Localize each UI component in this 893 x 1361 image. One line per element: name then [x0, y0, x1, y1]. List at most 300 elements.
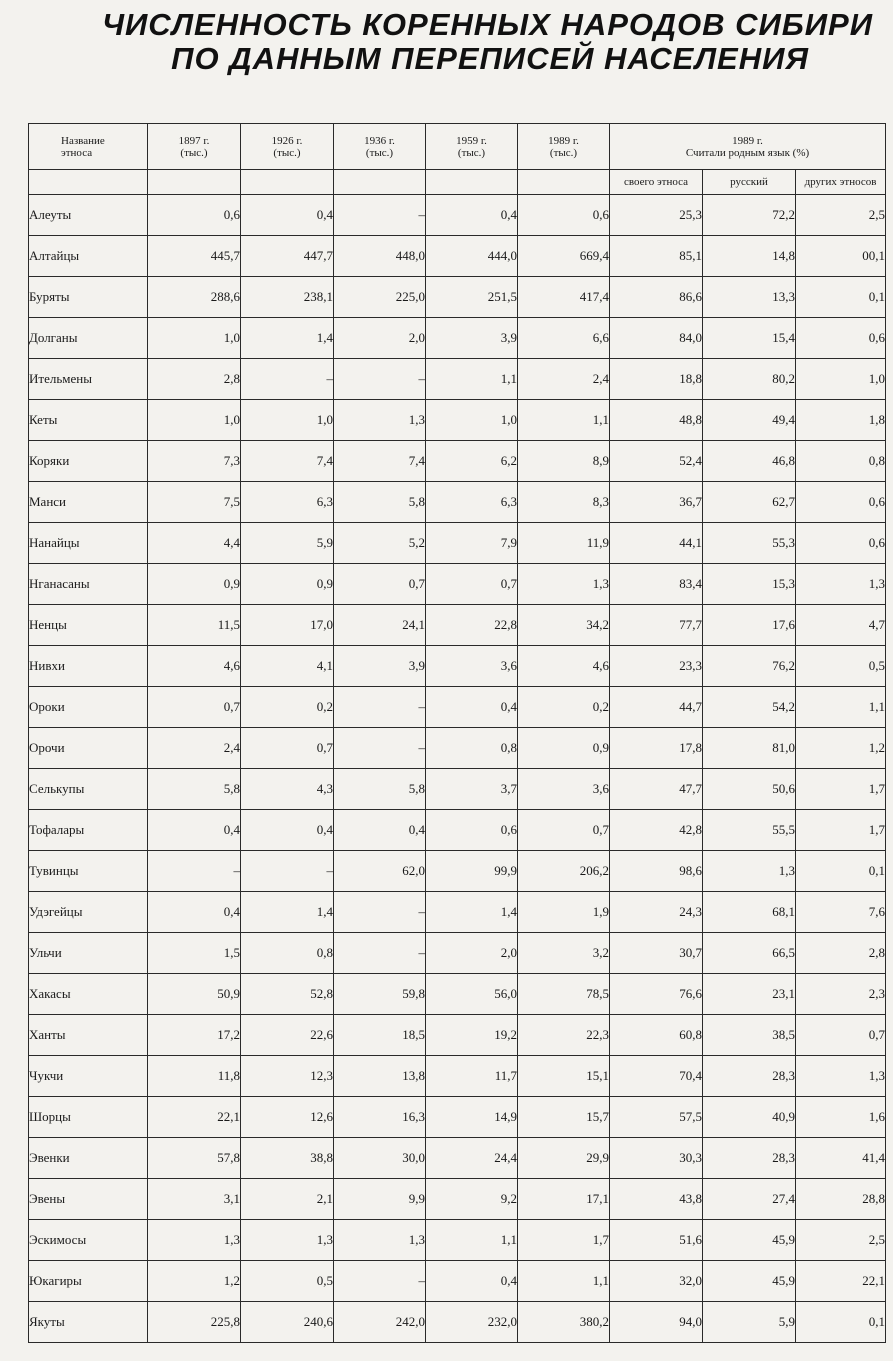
cell-pop-1959: 14,9: [426, 1097, 518, 1138]
table-row: [29, 892, 886, 933]
cell-lang-own: 51,6: [610, 1220, 703, 1261]
cell-lang-own: 43,8: [610, 1179, 703, 1220]
cell-pop-1936: 13,8: [334, 1056, 426, 1097]
cell-pop-1926: 0,5: [241, 1261, 334, 1302]
table-row: [29, 277, 886, 318]
cell-pop-1897: 17,2: [148, 1015, 241, 1056]
cell-pop-1989: 380,2: [518, 1302, 610, 1343]
cell-lang-russian: 40,9: [703, 1097, 796, 1138]
cell-lang-russian: 66,5: [703, 933, 796, 974]
table-row: [29, 195, 886, 236]
cell-pop-1936: –: [334, 933, 426, 974]
cell-lang-other: 41,4: [796, 1138, 886, 1179]
cell-pop-1989: 417,4: [518, 277, 610, 318]
cell-lang-own: 94,0: [610, 1302, 703, 1343]
cell-pop-1989: 15,1: [518, 1056, 610, 1097]
header-row-1: [29, 124, 886, 170]
cell-pop-1959: 1,1: [426, 359, 518, 400]
cell-pop-1926: 6,3: [241, 482, 334, 523]
cell-lang-russian: 49,4: [703, 400, 796, 441]
cell-lang-other: 2,5: [796, 195, 886, 236]
table-row: [29, 1302, 886, 1343]
cell-pop-1936: 225,0: [334, 277, 426, 318]
lang-year: 1989 г.: [732, 134, 763, 147]
table-row: [29, 933, 886, 974]
cell-pop-1936: 2,0: [334, 318, 426, 359]
cell-pop-1959: 56,0: [426, 974, 518, 1015]
cell-ethnos-name: Алеуты: [29, 195, 148, 236]
cell-lang-own: 77,7: [610, 605, 703, 646]
cell-lang-other: 2,5: [796, 1220, 886, 1261]
cell-pop-1989: 4,6: [518, 646, 610, 687]
cell-pop-1897: 0,7: [148, 687, 241, 728]
cell-ethnos-name: Нивхи: [29, 646, 148, 687]
cell-pop-1989: 0,7: [518, 810, 610, 851]
header-lang-own: своего этноса: [610, 170, 703, 195]
cell-pop-1959: 1,0: [426, 400, 518, 441]
cell-pop-1989: 669,4: [518, 236, 610, 277]
header-lang-russian: русский: [703, 170, 796, 195]
cell-pop-1897: 2,4: [148, 728, 241, 769]
cell-pop-1897: 1,2: [148, 1261, 241, 1302]
cell-lang-russian: 55,5: [703, 810, 796, 851]
cell-pop-1897: 11,5: [148, 605, 241, 646]
cell-lang-own: 42,8: [610, 810, 703, 851]
cell-lang-other: 28,8: [796, 1179, 886, 1220]
cell-lang-russian: 5,9: [703, 1302, 796, 1343]
year-label: 1926 г.: [271, 134, 303, 147]
cell-lang-russian: 81,0: [703, 728, 796, 769]
cell-pop-1959: 1,1: [426, 1220, 518, 1261]
cell-pop-1897: 4,4: [148, 523, 241, 564]
cell-lang-own: 98,6: [610, 851, 703, 892]
cell-pop-1897: 0,9: [148, 564, 241, 605]
cell-lang-other: 0,1: [796, 277, 886, 318]
header-empty-cell: [334, 170, 426, 195]
cell-pop-1989: 1,9: [518, 892, 610, 933]
cell-pop-1926: 0,9: [241, 564, 334, 605]
cell-pop-1959: 22,8: [426, 605, 518, 646]
table-row: [29, 605, 886, 646]
unit-label: (тыс.): [180, 146, 208, 159]
title-line-1: ЧИСЛЕННОСТЬ КОРЕННЫХ НАРОДОВ СИБИРИ: [102, 7, 873, 42]
cell-pop-1989: 3,6: [518, 769, 610, 810]
cell-pop-1926: 17,0: [241, 605, 334, 646]
cell-pop-1926: 22,6: [241, 1015, 334, 1056]
cell-pop-1897: 445,7: [148, 236, 241, 277]
cell-lang-russian: 45,9: [703, 1220, 796, 1261]
header-native-language: [610, 124, 886, 170]
cell-lang-own: 17,8: [610, 728, 703, 769]
cell-lang-own: 32,0: [610, 1261, 703, 1302]
cell-pop-1897: 288,6: [148, 277, 241, 318]
cell-pop-1959: 0,4: [426, 687, 518, 728]
cell-pop-1926: 0,8: [241, 933, 334, 974]
header-empty-cell: [518, 170, 610, 195]
cell-pop-1926: 2,1: [241, 1179, 334, 1220]
table-row: [29, 564, 886, 605]
cell-lang-other: 0,5: [796, 646, 886, 687]
table-row: [29, 1138, 886, 1179]
cell-pop-1959: 3,6: [426, 646, 518, 687]
cell-lang-other: 0,7: [796, 1015, 886, 1056]
table-row: [29, 810, 886, 851]
table-row: [29, 728, 886, 769]
cell-pop-1926: 0,4: [241, 195, 334, 236]
cell-ethnos-name: Эвенки: [29, 1138, 148, 1179]
cell-pop-1926: 1,4: [241, 318, 334, 359]
cell-lang-own: 83,4: [610, 564, 703, 605]
page-title: [0, 8, 873, 76]
cell-pop-1936: 448,0: [334, 236, 426, 277]
cell-lang-russian: 28,3: [703, 1138, 796, 1179]
cell-pop-1959: 232,0: [426, 1302, 518, 1343]
cell-ethnos-name: Долганы: [29, 318, 148, 359]
cell-ethnos-name: Коряки: [29, 441, 148, 482]
table-row: [29, 974, 886, 1015]
cell-ethnos-name: Ороки: [29, 687, 148, 728]
cell-lang-other: 1,7: [796, 769, 886, 810]
cell-pop-1897: 50,9: [148, 974, 241, 1015]
cell-pop-1926: –: [241, 851, 334, 892]
cell-pop-1959: 2,0: [426, 933, 518, 974]
cell-pop-1989: 8,3: [518, 482, 610, 523]
cell-lang-russian: 50,6: [703, 769, 796, 810]
cell-pop-1959: 1,4: [426, 892, 518, 933]
cell-lang-other: 00,1: [796, 236, 886, 277]
cell-pop-1897: 3,1: [148, 1179, 241, 1220]
cell-lang-own: 84,0: [610, 318, 703, 359]
cell-pop-1897: 11,8: [148, 1056, 241, 1097]
cell-pop-1989: 0,6: [518, 195, 610, 236]
cell-pop-1959: 7,9: [426, 523, 518, 564]
cell-ethnos-name: Шорцы: [29, 1097, 148, 1138]
cell-lang-own: 44,7: [610, 687, 703, 728]
cell-pop-1897: 7,3: [148, 441, 241, 482]
cell-pop-1926: 1,4: [241, 892, 334, 933]
cell-pop-1989: 17,1: [518, 1179, 610, 1220]
cell-pop-1936: –: [334, 1261, 426, 1302]
cell-lang-other: 0,6: [796, 523, 886, 564]
cell-pop-1936: –: [334, 892, 426, 933]
cell-pop-1989: 78,5: [518, 974, 610, 1015]
header-ethnos-name: [29, 124, 148, 170]
cell-pop-1936: 18,5: [334, 1015, 426, 1056]
cell-pop-1897: 225,8: [148, 1302, 241, 1343]
cell-lang-russian: 72,2: [703, 195, 796, 236]
cell-lang-other: 0,6: [796, 318, 886, 359]
year-label: 1959 г.: [456, 134, 487, 147]
cell-ethnos-name: Нанайцы: [29, 523, 148, 564]
cell-pop-1926: 447,7: [241, 236, 334, 277]
cell-lang-other: 0,6: [796, 482, 886, 523]
cell-pop-1936: 5,8: [334, 482, 426, 523]
unit-label: (тыс.): [549, 146, 578, 159]
header-empty-cell: [29, 170, 148, 195]
cell-pop-1936: 59,8: [334, 974, 426, 1015]
cell-pop-1989: 1,7: [518, 1220, 610, 1261]
cell-pop-1897: 1,5: [148, 933, 241, 974]
table-row: [29, 523, 886, 564]
census-table: [28, 123, 886, 1343]
cell-pop-1897: 0,4: [148, 892, 241, 933]
cell-pop-1897: 1,0: [148, 318, 241, 359]
table-row: [29, 400, 886, 441]
cell-pop-1926: 38,8: [241, 1138, 334, 1179]
cell-pop-1897: 2,8: [148, 359, 241, 400]
cell-ethnos-name: Хакасы: [29, 974, 148, 1015]
cell-pop-1959: 3,7: [426, 769, 518, 810]
header-year-1989: [518, 124, 610, 170]
cell-pop-1926: 0,2: [241, 687, 334, 728]
cell-ethnos-name: Чукчи: [29, 1056, 148, 1097]
table-body: [29, 195, 886, 1343]
cell-lang-own: 24,3: [610, 892, 703, 933]
cell-pop-1936: –: [334, 687, 426, 728]
cell-lang-russian: 45,9: [703, 1261, 796, 1302]
cell-pop-1897: 22,1: [148, 1097, 241, 1138]
cell-lang-own: 76,6: [610, 974, 703, 1015]
header-year-1897: [148, 124, 241, 170]
table-row: [29, 769, 886, 810]
cell-pop-1989: 29,9: [518, 1138, 610, 1179]
cell-lang-russian: 17,6: [703, 605, 796, 646]
cell-lang-own: 25,3: [610, 195, 703, 236]
cell-lang-russian: 14,8: [703, 236, 796, 277]
cell-ethnos-name: Орочи: [29, 728, 148, 769]
table-row: [29, 1097, 886, 1138]
cell-lang-own: 47,7: [610, 769, 703, 810]
cell-pop-1936: 9,9: [334, 1179, 426, 1220]
cell-pop-1936: 1,3: [334, 1220, 426, 1261]
cell-lang-own: 70,4: [610, 1056, 703, 1097]
cell-pop-1926: 238,1: [241, 277, 334, 318]
cell-lang-own: 36,7: [610, 482, 703, 523]
cell-lang-own: 18,8: [610, 359, 703, 400]
cell-ethnos-name: Ненцы: [29, 605, 148, 646]
cell-pop-1897: 1,0: [148, 400, 241, 441]
cell-lang-other: 1,0: [796, 359, 886, 400]
cell-pop-1926: 12,6: [241, 1097, 334, 1138]
cell-pop-1936: 0,7: [334, 564, 426, 605]
cell-lang-russian: 15,4: [703, 318, 796, 359]
cell-lang-own: 44,1: [610, 523, 703, 564]
cell-pop-1926: 7,4: [241, 441, 334, 482]
cell-ethnos-name: Эскимосы: [29, 1220, 148, 1261]
cell-pop-1936: –: [334, 195, 426, 236]
cell-lang-russian: 46,8: [703, 441, 796, 482]
cell-pop-1897: 1,3: [148, 1220, 241, 1261]
cell-lang-russian: 55,3: [703, 523, 796, 564]
cell-pop-1936: 5,2: [334, 523, 426, 564]
cell-ethnos-name: Юкагиры: [29, 1261, 148, 1302]
cell-pop-1897: 0,6: [148, 195, 241, 236]
cell-pop-1959: 3,9: [426, 318, 518, 359]
cell-lang-russian: 68,1: [703, 892, 796, 933]
cell-pop-1936: 16,3: [334, 1097, 426, 1138]
cell-pop-1897: 57,8: [148, 1138, 241, 1179]
cell-ethnos-name: Манси: [29, 482, 148, 523]
cell-pop-1959: 99,9: [426, 851, 518, 892]
cell-pop-1936: 3,9: [334, 646, 426, 687]
unit-label: (тыс.): [457, 146, 486, 159]
cell-pop-1959: 0,6: [426, 810, 518, 851]
cell-lang-own: 30,7: [610, 933, 703, 974]
cell-lang-other: 1,2: [796, 728, 886, 769]
cell-pop-1959: 0,8: [426, 728, 518, 769]
table-row: [29, 441, 886, 482]
cell-pop-1926: 1,3: [241, 1220, 334, 1261]
cell-pop-1989: 8,9: [518, 441, 610, 482]
cell-pop-1989: 0,2: [518, 687, 610, 728]
header-empty-cell: [426, 170, 518, 195]
cell-lang-other: 22,1: [796, 1261, 886, 1302]
cell-lang-other: 2,3: [796, 974, 886, 1015]
title-line-2: ПО ДАННЫМ ПЕРЕПИСЕЙ НАСЕЛЕНИЯ: [171, 41, 809, 76]
cell-pop-1989: 22,3: [518, 1015, 610, 1056]
cell-pop-1959: 19,2: [426, 1015, 518, 1056]
unit-label: (тыс.): [273, 146, 301, 159]
cell-lang-other: 1,3: [796, 1056, 886, 1097]
cell-pop-1926: 4,3: [241, 769, 334, 810]
cell-pop-1959: 0,7: [426, 564, 518, 605]
cell-lang-own: 86,6: [610, 277, 703, 318]
cell-pop-1989: 206,2: [518, 851, 610, 892]
cell-lang-russian: 62,7: [703, 482, 796, 523]
cell-pop-1897: –: [148, 851, 241, 892]
cell-lang-russian: 27,4: [703, 1179, 796, 1220]
header-year-1926: [241, 124, 334, 170]
cell-ethnos-name: Ханты: [29, 1015, 148, 1056]
cell-lang-other: 4,7: [796, 605, 886, 646]
cell-lang-other: 1,1: [796, 687, 886, 728]
cell-ethnos-name: Нганасаны: [29, 564, 148, 605]
cell-pop-1936: 30,0: [334, 1138, 426, 1179]
cell-lang-russian: 76,2: [703, 646, 796, 687]
cell-pop-1989: 2,4: [518, 359, 610, 400]
cell-ethnos-name: Кеты: [29, 400, 148, 441]
cell-lang-russian: 23,1: [703, 974, 796, 1015]
cell-ethnos-name: Удэгейцы: [29, 892, 148, 933]
cell-pop-1989: 34,2: [518, 605, 610, 646]
header-year-1959: [426, 124, 518, 170]
cell-pop-1989: 15,7: [518, 1097, 610, 1138]
cell-lang-russian: 80,2: [703, 359, 796, 400]
table-row: [29, 1261, 886, 1302]
cell-pop-1959: 11,7: [426, 1056, 518, 1097]
cell-pop-1926: 5,9: [241, 523, 334, 564]
cell-pop-1936: 1,3: [334, 400, 426, 441]
cell-pop-1959: 251,5: [426, 277, 518, 318]
cell-pop-1989: 1,1: [518, 400, 610, 441]
cell-ethnos-name: Эвены: [29, 1179, 148, 1220]
table-row: [29, 318, 886, 359]
cell-ethnos-name: Селькупы: [29, 769, 148, 810]
cell-pop-1897: 0,4: [148, 810, 241, 851]
header-lang-other: других этносов: [796, 170, 886, 195]
table-row: [29, 1220, 886, 1261]
cell-lang-russian: 1,3: [703, 851, 796, 892]
cell-lang-own: 23,3: [610, 646, 703, 687]
cell-pop-1989: 11,9: [518, 523, 610, 564]
year-label: 1897 г.: [178, 134, 210, 147]
cell-pop-1926: 0,4: [241, 810, 334, 851]
cell-pop-1959: 24,4: [426, 1138, 518, 1179]
cell-pop-1936: 24,1: [334, 605, 426, 646]
cell-pop-1926: 240,6: [241, 1302, 334, 1343]
cell-ethnos-name: Якуты: [29, 1302, 148, 1343]
cell-lang-russian: 54,2: [703, 687, 796, 728]
cell-lang-other: 0,1: [796, 1302, 886, 1343]
cell-pop-1936: 242,0: [334, 1302, 426, 1343]
table-row: [29, 687, 886, 728]
cell-pop-1926: 4,1: [241, 646, 334, 687]
cell-pop-1926: 1,0: [241, 400, 334, 441]
cell-lang-own: 60,8: [610, 1015, 703, 1056]
cell-lang-own: 52,4: [610, 441, 703, 482]
cell-ethnos-name: Тувинцы: [29, 851, 148, 892]
year-label: 1936 г.: [364, 134, 395, 147]
cell-pop-1959: 6,3: [426, 482, 518, 523]
cell-lang-russian: 28,3: [703, 1056, 796, 1097]
cell-pop-1936: –: [334, 728, 426, 769]
table-row: [29, 359, 886, 400]
cell-lang-other: 7,6: [796, 892, 886, 933]
cell-pop-1936: –: [334, 359, 426, 400]
cell-ethnos-name: Ульчи: [29, 933, 148, 974]
cell-lang-other: 1,8: [796, 400, 886, 441]
cell-pop-1989: 0,9: [518, 728, 610, 769]
table-row: [29, 646, 886, 687]
lang-caption: Считали родным язык (%): [685, 146, 810, 159]
cell-ethnos-name: Буряты: [29, 277, 148, 318]
cell-pop-1989: 1,3: [518, 564, 610, 605]
cell-pop-1897: 5,8: [148, 769, 241, 810]
cell-pop-1936: 7,4: [334, 441, 426, 482]
cell-pop-1989: 3,2: [518, 933, 610, 974]
cell-pop-1959: 0,4: [426, 195, 518, 236]
cell-ethnos-name: Алтайцы: [29, 236, 148, 277]
header-name-line1: Название: [61, 134, 105, 147]
cell-pop-1897: 7,5: [148, 482, 241, 523]
table-row: [29, 1015, 886, 1056]
header-name-line2: этноса: [61, 146, 93, 159]
cell-pop-1959: 6,2: [426, 441, 518, 482]
cell-pop-1936: 5,8: [334, 769, 426, 810]
cell-ethnos-name: Тофалары: [29, 810, 148, 851]
table-row: [29, 1056, 886, 1097]
header-row-2: [29, 170, 886, 195]
cell-lang-own: 85,1: [610, 236, 703, 277]
header-year-1936: [334, 124, 426, 170]
cell-pop-1926: –: [241, 359, 334, 400]
cell-lang-own: 30,3: [610, 1138, 703, 1179]
table-row: [29, 851, 886, 892]
cell-pop-1959: 444,0: [426, 236, 518, 277]
cell-lang-russian: 15,3: [703, 564, 796, 605]
year-label: 1989 г.: [548, 134, 579, 147]
cell-pop-1936: 0,4: [334, 810, 426, 851]
cell-lang-russian: 13,3: [703, 277, 796, 318]
cell-pop-1959: 9,2: [426, 1179, 518, 1220]
cell-pop-1989: 6,6: [518, 318, 610, 359]
cell-pop-1897: 4,6: [148, 646, 241, 687]
table-row: [29, 236, 886, 277]
cell-pop-1936: 62,0: [334, 851, 426, 892]
table-row: [29, 1179, 886, 1220]
cell-pop-1926: 12,3: [241, 1056, 334, 1097]
cell-pop-1926: 52,8: [241, 974, 334, 1015]
